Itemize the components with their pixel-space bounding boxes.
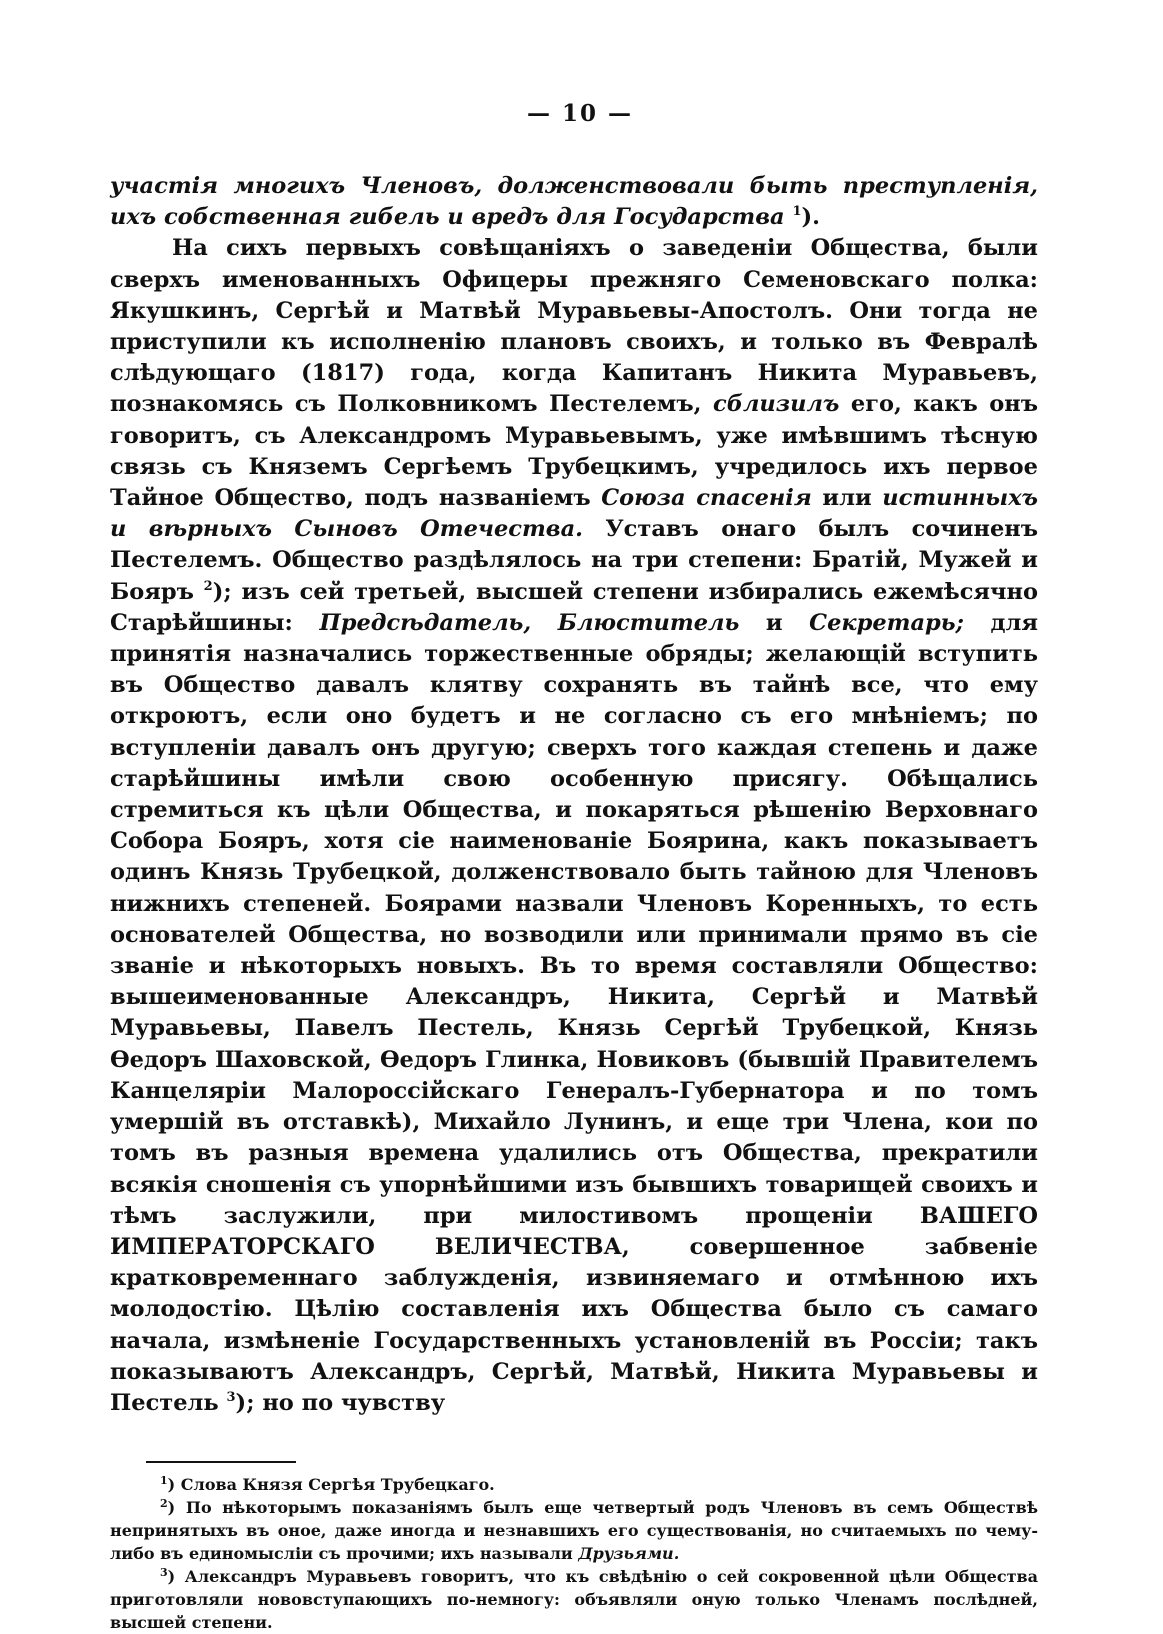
footnote-reference: 3 <box>160 1566 168 1580</box>
text-run: и <box>739 609 810 636</box>
text-run: ) Александръ Муравьевъ говоритъ, что къ свѣдѣнію о сей сокровенной цѣли Общества приготовляли нововступающихъ по-немногу: объявляли оную только Членамъ послѣдней, высшей степени. <box>110 1567 1038 1633</box>
text-run: его, какъ онъ говоритъ, съ Александромъ Муравьевымъ, уже имѣвшимъ тѣсную связь съ Княземъ Сергѣемъ Трубецкимъ, учредилось ихъ первое Тайное Общество, подъ названіемъ <box>110 391 1038 512</box>
paragraph-society-founding <box>110 233 1038 1419</box>
italic-text: сблизилъ <box>713 391 840 418</box>
footnote-2 <box>110 1496 1038 1565</box>
footnote-3 <box>110 1565 1038 1634</box>
footnote-reference: 3 <box>226 1389 236 1405</box>
text-run: ) Слова Князя Сергѣя Трубецкаго. <box>167 1475 495 1495</box>
main-text <box>110 171 1038 1419</box>
text-run: ). <box>801 204 820 231</box>
italic-text: участія многихъ Членовъ, долженствовали быть преступленія, ихъ собственная гибель и вредъ для Государства <box>110 173 1038 231</box>
footnote-reference: 2 <box>160 1497 168 1511</box>
text-run: для принятія назначались торжественные обряды; желающій вступить въ Общество давалъ клятву сохранять въ тайнѣ все, что ему откроютъ, если оно будетъ и не согласно съ его мнѣніемъ; по вступленіи давалъ онъ другую; сверхъ того каждая степень и даже старѣйшины имѣли свою особенную присягу. Обѣщались стремиться къ цѣли Общества, и покаряться рѣшенію Верховнаго Собора Бояръ, хотя сіе наименованіе Боярина, какъ показываетъ одинъ Князь Трубецкой, долженствовало быть тайною для Членовъ нижнихъ степеней. Боярами назвали Членовъ Коренныхъ, то есть основателей Общества, но возводили или принимали прямо въ сіе званіе и нѣкоторыхъ новыхъ. Въ то время составляли Общество: вышеименованные Александръ, Никита, Сергѣй и Матвѣй Муравьевы, Павелъ Пестель, Князь Сергѣй Трубецкой, Князь Ѳедоръ Шаховской, Ѳедоръ Глинка, Новиковъ (бывшій Правителемъ Канцеляріи Малороссійскаго Генералъ-Губернатора и по томъ умершій въ отставкѣ), Михайло Лунинъ, и еще три Члена, кои по томъ въ разныя времена удалились отъ Общества, прекратили всякія сношенія съ упорнѣйшими изъ бывшихъ товарищей своихъ и тѣмъ заслужили, при милостивомъ прощеніи ВАШЕГО ИМПЕРАТОРСКАГО ВЕЛИЧЕСТВА, совершенное забвеніе кратковременнаго заблужденія, извиняемаго и отмѣнною ихъ молодостію. Цѣлію составленія ихъ Общества было съ самаго начала, измѣненіе Государственныхъ установленій въ Россіи; такъ показываютъ Александръ, Сергѣй, Матвѣй, Никита Муравьевы и Пестель <box>110 609 1038 1416</box>
text-run: На сихъ первыхъ совѣщаніяхъ о заведеніи Общества, были сверхъ именованныхъ Офицеры прежняго Семеновскаго полка: Якушкинъ, Сергѣй и Матвѣй Муравьевы-Апостолъ. Они тогда не приступили къ исполненію плановъ своихъ, и только въ Февралѣ слѣдующаго (1817) года, когда Капитанъ Никита Муравьевъ, познакомясь съ Полковникомъ Пестелемъ, <box>110 235 1038 418</box>
footnotes <box>110 1473 1038 1634</box>
italic-text: Секретарь; <box>809 609 964 636</box>
page-number: — 10 — <box>526 100 634 127</box>
footnote-reference: 1 <box>160 1474 168 1488</box>
text-run: или <box>811 485 883 512</box>
paragraph-continued <box>110 171 1038 233</box>
italic-text: Предсѣдатель, Блюститель <box>319 609 740 636</box>
text-run: ); изъ сей третьей, высшей степени избирались ежемѣсячно Старѣйшины: <box>110 578 1038 636</box>
text-run: ) По нѣкоторымъ показаніямъ былъ еще четвертый родъ Членовъ въ семъ Обществѣ непринятыхъ въ оное, даже иногда и незнавшихъ его существованія, но считаемыхъ по чему-либо въ единомысліи съ прочими; ихъ называли <box>110 1498 1038 1564</box>
italic-text: истинныхъ и вѣрныхъ Сыновъ Отечества. <box>110 485 1038 543</box>
footnote-1 <box>110 1473 1038 1496</box>
text-run: ); но по чувству <box>235 1389 446 1416</box>
footnote-divider <box>146 1461 296 1463</box>
italic-text: Союза спасенія <box>601 485 812 512</box>
footnote-reference: 1 <box>792 204 802 220</box>
italic-text: Друзьями. <box>578 1544 680 1564</box>
text-run: Уставъ онаго былъ сочиненъ Пестелемъ. Общество раздѣлялось на три степени: Братій, Мужей и Бояръ <box>110 516 1038 605</box>
footnote-reference: 2 <box>203 578 213 594</box>
book-page <box>110 100 1038 1634</box>
